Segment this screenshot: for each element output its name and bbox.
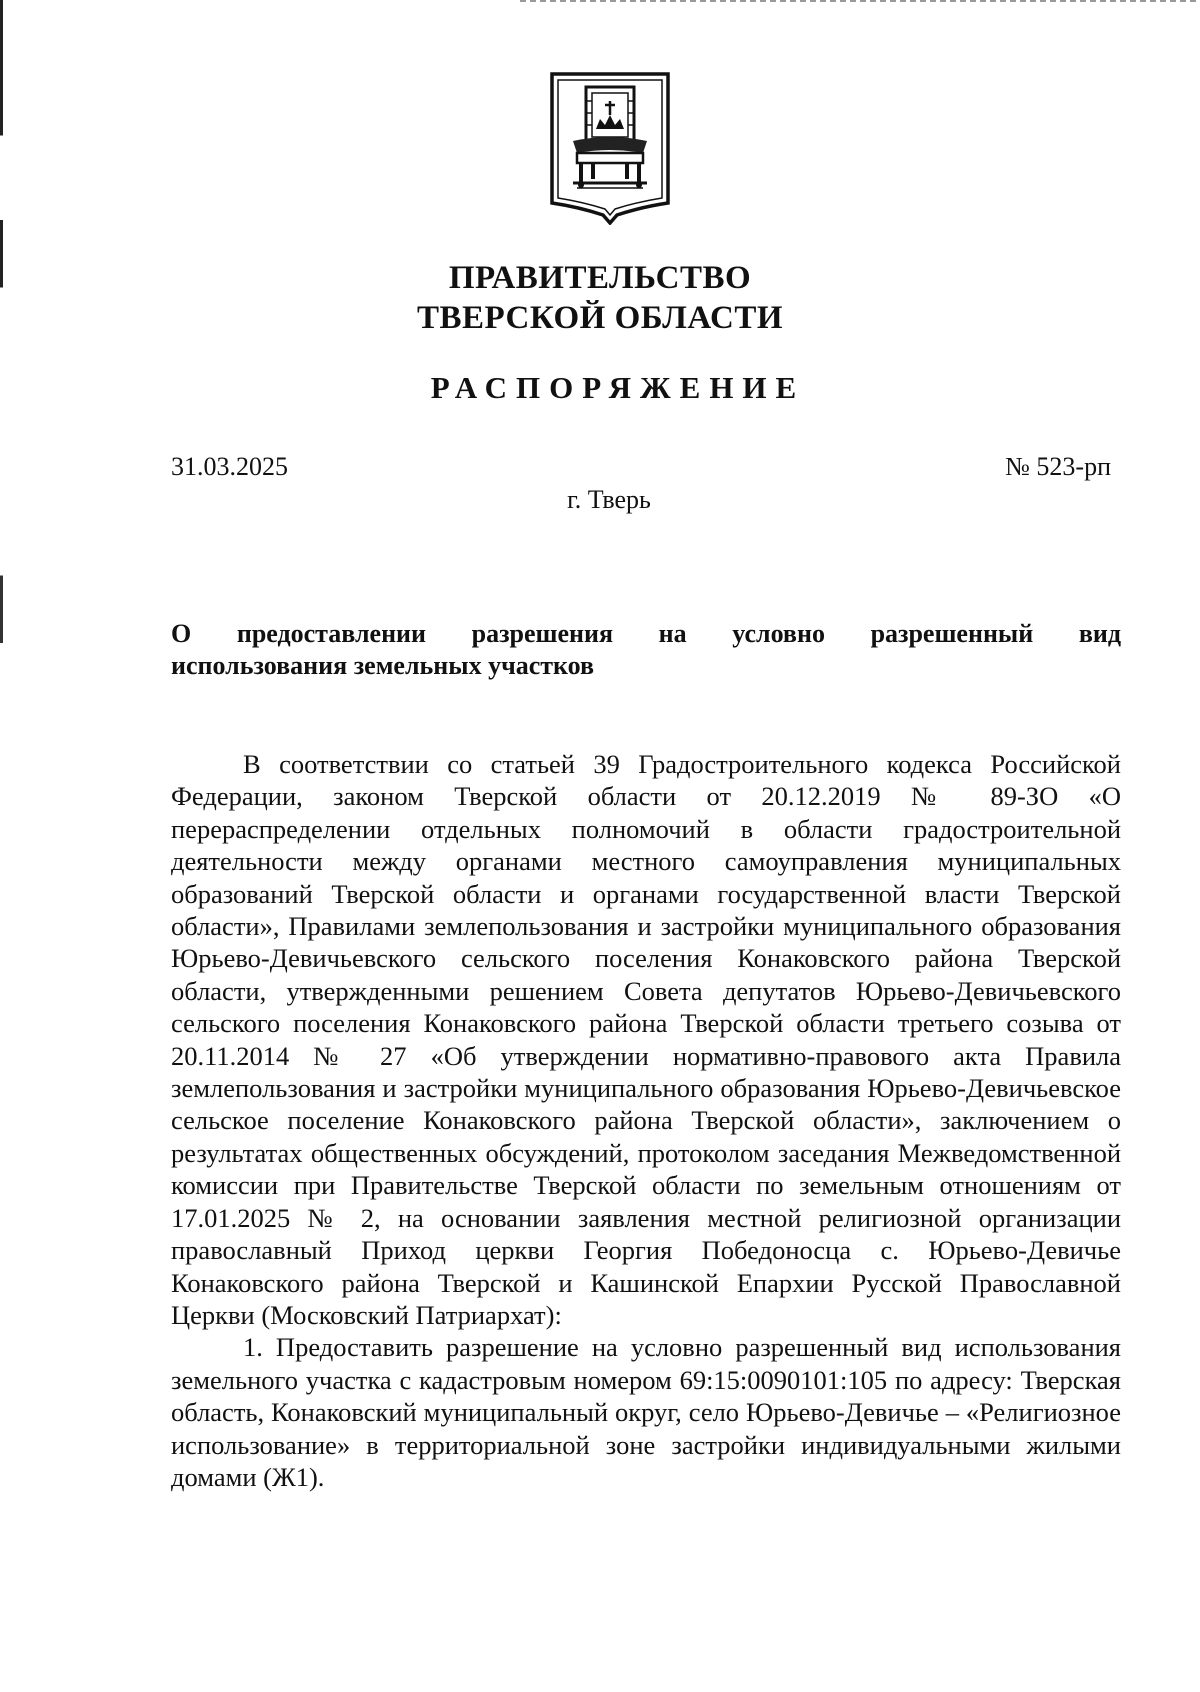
scan-edge <box>0 0 3 1692</box>
document-body <box>171 748 1121 1493</box>
document-subject <box>171 618 1121 682</box>
coat-of-arms-icon <box>549 71 671 225</box>
body-item-1-paragraph: 1. Предоставить разрешение на условно разрешенный вид использования земельного участка с кадастровым номером 69:15:0090101:105 по адресу: Тверская область, Конаковский муниципальный округ, село Юрьево-Девичье – «Религиозное использование» в территориальной зоне застройки индивидуальными жилыми домами (Ж1). <box>171 1332 1121 1492</box>
body-preamble-paragraph: В соответствии со статьей 39 Градостроительного кодекса Российской Федерации, законом Тверской области от 20.12.2019 № 89-ЗО «О перераспределении отдельных полномочий в области градостроительной деятельности между органами местного самоуправления муниципальных образований Тверской области и органами государственной власти Тверской области», Правилами землепользования и застройки муниципального образования Юрьево-Девичьевского сельского поселения Конаковского района Тверской области, утвержденными решением Совета депутатов Юрьево-Девичьевского сельского поселения Конаковского района Тверской области третьего созыва от 20.11.2014 № 27 «Об утверждении нормативно-правового акта Правила землепользования и застройки муниципального образования Юрьево-Девичьевское сельское поселение Конаковского района Тверской области», заключением о результатах общественных обсуждений, протоколом заседания Межведомственной комиссии при Правительстве Тверской области по земельным отношениям от 17.01.2025 № 2, на основании заявления местной религиозной организации православный Приход церкви Георгия Победоносца с. Юрьево-Девичье Конаковского района Тверской и Кашинской Епархии Русской Православной Церкви (Московский Патриархат): <box>171 749 1121 1330</box>
document-type-heading: РАСПОРЯЖЕНИЕ <box>430 370 806 405</box>
government-name-line1: ПРАВИТЕЛЬСТВО <box>448 260 752 296</box>
document-city: г. Тверь <box>567 485 651 514</box>
government-name <box>0 258 1200 338</box>
document-subject-line2: использования земельных участков <box>171 651 595 680</box>
scan-edge <box>520 0 1200 2</box>
document-subject-line1: О предоставлении разрешения на условно разрешенный вид <box>171 619 1121 648</box>
government-name-line2: ТВЕРСКОЙ ОБЛАСТИ <box>416 300 784 336</box>
document-date: 31.03.2025 <box>171 452 288 481</box>
document-number: № 523-рп <box>1005 452 1111 481</box>
